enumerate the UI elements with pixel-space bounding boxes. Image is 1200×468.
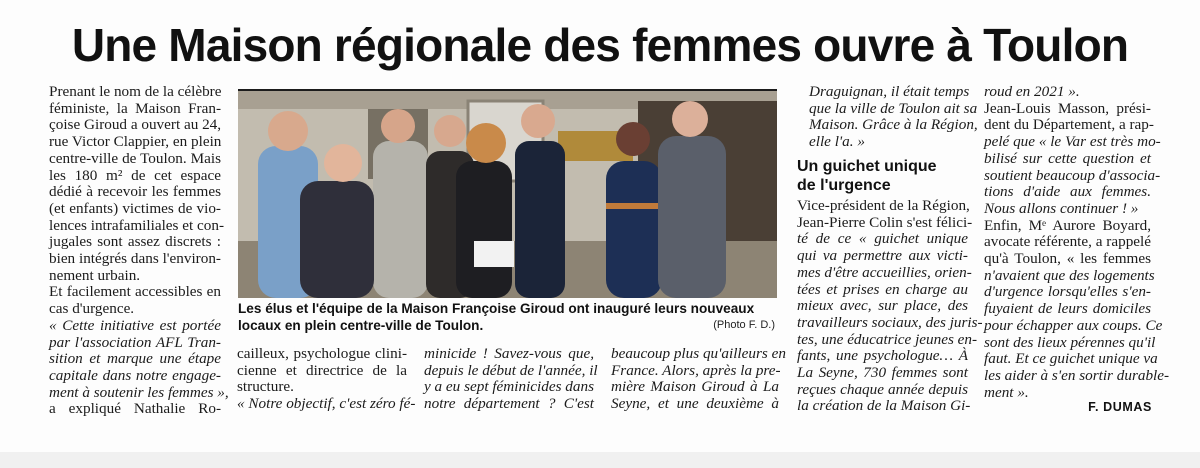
- text-line: (et enfants) victimes de vio-: [49, 199, 221, 217]
- quote-line: ment à soutenir les femmes »,: [49, 383, 229, 401]
- column-2: [237, 345, 416, 413]
- text-line: a expliqué Nathalie Ro-: [49, 400, 221, 418]
- text-line: dent du Département, a rap-: [984, 116, 1154, 134]
- quote-line: La Seyne, 730 femmes sont: [797, 364, 968, 382]
- column-4: [611, 345, 786, 413]
- column-6: [984, 83, 1170, 401]
- column-3: [424, 345, 598, 413]
- group-photo-illustration: [238, 91, 777, 298]
- column-5-top: [809, 83, 978, 151]
- quote-line: soutient beaucoup d'associa-: [984, 166, 1161, 184]
- quote-line: ment ».: [984, 383, 1029, 401]
- column-1: [49, 83, 229, 418]
- quote-line: sont des lieux pérennes qu'il: [984, 333, 1156, 351]
- text-line: cienne et directrice de la: [237, 361, 407, 379]
- text-line: Jean-Pierre Colin s'est félici-: [797, 213, 973, 231]
- quote-line: fuyaient de leurs domiciles: [984, 300, 1151, 318]
- photo-caption: [238, 300, 778, 334]
- text-line: bien intégrés dans l'environ-: [49, 250, 221, 268]
- text-line: rue Victor Clappier, en plein: [49, 133, 222, 151]
- quote-line: beaucoup plus qu'ailleurs en: [611, 345, 786, 362]
- text-line: féministe, la Maison Fran-: [49, 99, 221, 117]
- quote-line: tions d'aide aux femmes.: [984, 183, 1151, 201]
- subhead-line: de l'urgence: [797, 176, 891, 194]
- article-photo: [238, 89, 777, 298]
- quote-line: Seyne, et une deuxième à: [611, 395, 779, 413]
- text-line: qu'à Toulon, « les femmes: [984, 250, 1151, 268]
- quote-line: faut. Et ce guichet unique va: [984, 350, 1158, 368]
- page-bottom-strip: [0, 452, 1200, 468]
- quote-line: Draguignan, il était temps: [809, 83, 970, 100]
- quote-line: roud en 2021 ».: [984, 83, 1080, 100]
- text-line: avocate référente, a rappelé: [984, 233, 1151, 251]
- text-line: les 180 m² de cet espace: [49, 166, 221, 184]
- quote-line: pelé que « le Var est très mo-: [984, 133, 1161, 151]
- text-line: Vice-président de la Région,: [797, 197, 970, 214]
- quote-line: « Notre objectif, c'est zéro fé-: [237, 395, 416, 413]
- quote-line: travailleurs sociaux, des juris-: [797, 313, 983, 331]
- text-line: nement urbain.: [49, 266, 141, 284]
- caption-line: Les élus et l'équipe de la Maison Françoise Giroud ont inauguré leurs nouveaux: [238, 301, 755, 316]
- quote-line: par l'association AFL Tran-: [49, 333, 221, 351]
- text-line: jugales sont assez discrets :: [49, 233, 221, 251]
- quote-line: mieux avec, sur place, des: [797, 297, 968, 315]
- subhead-line: Un guichet unique: [797, 158, 937, 175]
- text-line: cailleux, psychologue clini-: [237, 345, 407, 362]
- quote-line: qui va permettre aux victi-: [797, 247, 968, 265]
- text-line: centre-ville de Toulon. Mais: [49, 149, 221, 167]
- quote-line: notre département ? C'est: [424, 395, 594, 413]
- text-line: structure.: [237, 378, 294, 396]
- quote-line: reçues chaque année depuis: [797, 380, 968, 398]
- quote-line: Maison. Grâce à la Région,: [809, 116, 978, 134]
- text-line: Jean-Louis Masson, prési-: [984, 99, 1151, 117]
- column-5: [797, 197, 983, 415]
- quote-line: tées et prises en charge au: [797, 280, 968, 298]
- quote-line: depuis le début de l'année, il: [424, 361, 598, 379]
- quote-line: minicide ! Savez-vous que,: [424, 345, 594, 362]
- text-line: lences intrafamiliales et con-: [49, 216, 224, 234]
- text-line: çoise Giroud a ouvert au 24,: [49, 116, 222, 134]
- quote-line: tes, une éducatrice jeunes en-: [797, 330, 978, 348]
- quote-line: les aider à s'en sortir durable-: [984, 366, 1170, 384]
- text-line: Et facilement accessibles en: [49, 283, 221, 301]
- quote-line: y a eu sept féminicides dans: [424, 378, 594, 396]
- quote-line: sition et marque une étape: [49, 350, 221, 368]
- section-subhead: [797, 158, 977, 195]
- quote-line: bilisé sur cette question et: [984, 149, 1151, 167]
- headline: Une Maison régionale des femmes ouvre à Toulon: [71, 19, 1129, 71]
- quote-line: Nous allons continuer ! »: [984, 199, 1139, 217]
- photo-credit: (Photo F. D.): [713, 319, 775, 331]
- quote-line: pour échapper aux coups. Ce: [984, 316, 1163, 334]
- text-line: cas d'urgence.: [49, 300, 135, 318]
- quote-line: elle l'a. »: [809, 133, 865, 151]
- quote-line: la création de la Maison Gi-: [797, 397, 971, 415]
- quote-line: que la ville de Toulon ait sa: [809, 99, 978, 117]
- quote-line: n'avaient que des logements: [984, 266, 1155, 284]
- quote-line: « Cette initiative est portée: [49, 316, 221, 334]
- quote-line: capitale dans notre engage-: [49, 366, 221, 384]
- text-line: Enfin, Mᵉ Aurore Boyard,: [984, 216, 1151, 234]
- text-line: dédié à recevoir les femmes: [49, 183, 221, 201]
- text-line: Prenant le nom de la célèbre: [49, 83, 222, 100]
- quote-line: mière Maison Giroud à La: [611, 378, 779, 396]
- quote-line: fants, une psychologue… À: [797, 347, 968, 365]
- author-signature: F. DUMAS: [1088, 400, 1152, 414]
- caption-line: locaux en plein centre-ville de Toulon.: [238, 318, 484, 333]
- quote-line: d'urgence lorsqu'elles s'en-: [984, 283, 1151, 301]
- quote-line: France. Alors, après la pre-: [611, 361, 781, 379]
- quote-line: té de ce « guichet unique: [797, 230, 968, 248]
- quote-line: mes d'être accueillies, orien-: [797, 263, 972, 281]
